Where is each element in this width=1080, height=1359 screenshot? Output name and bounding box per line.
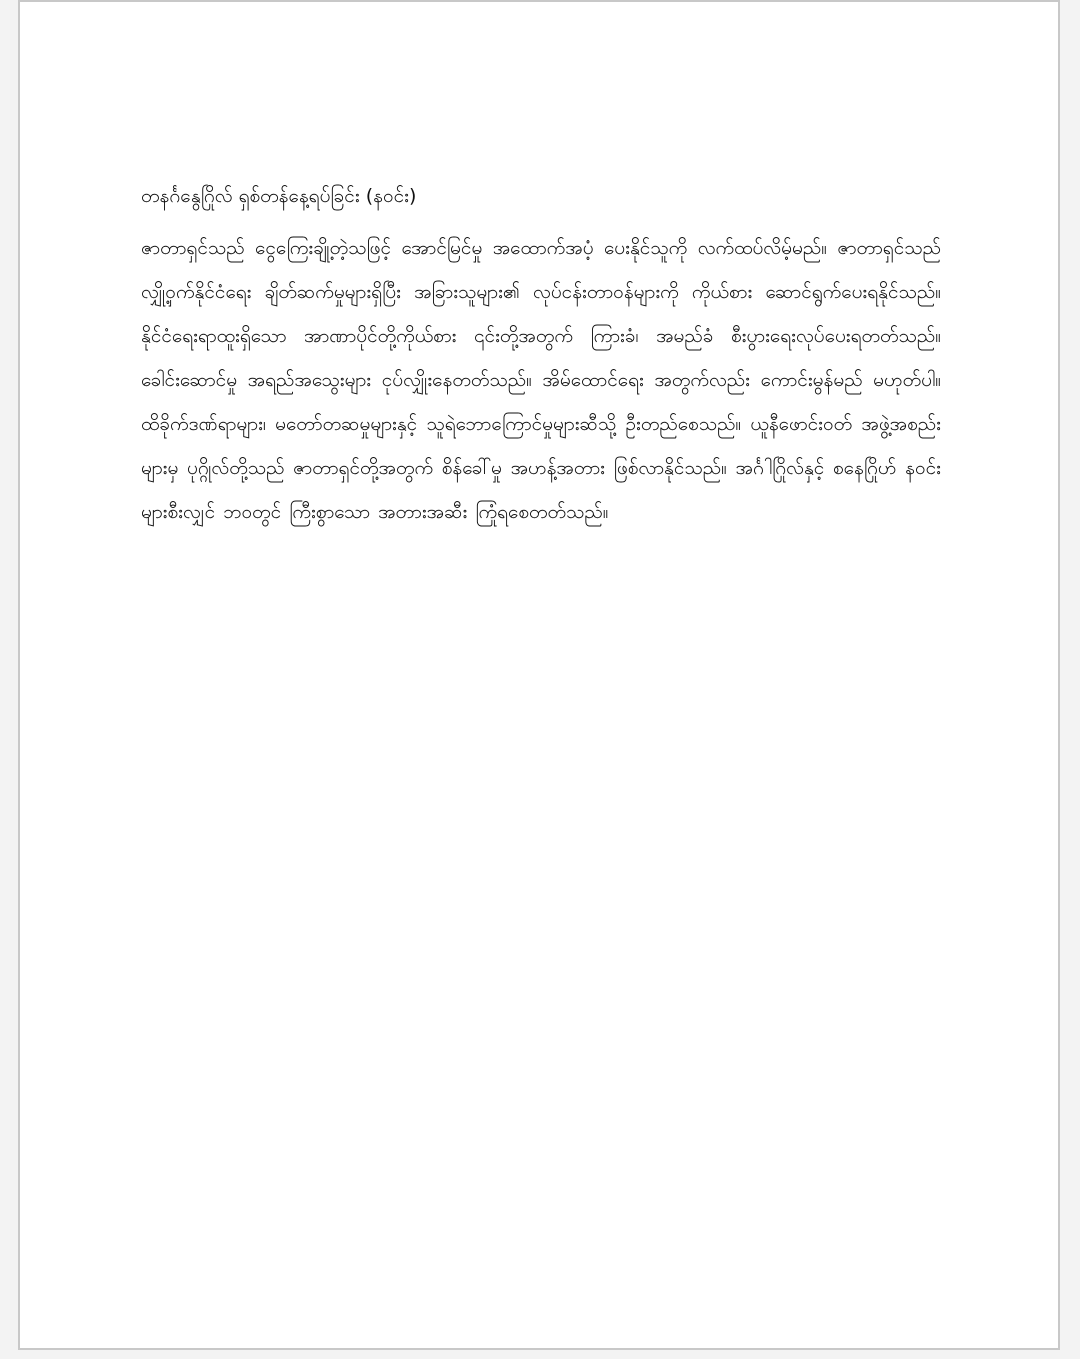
document-title: တနင်္ဂနွေဂြိုလ် ရှစ်တန်နေ့ရပ်ခြင်း (နဝင်း) [141,185,417,207]
document-paragraph: ဇာတာရှင်သည် ငွေကြေးချို့တဲ့သဖြင့် အောင်မြင်မှု အထောက်အပံ့ ပေးနိုင်သူကို လက်ထပ်လိမ့်မည်။ ဇာတာရှင်သည် လျှို့ဝှက်နိုင်ငံရေး ချိတ်ဆက်မှုများရှိပြီး အခြားသူများ၏ လုပ်ငန်းတာဝန်များကို ကိုယ်စား ဆောင်ရွက်ပေးရနိုင်သည်။ နိုင်ငံရေးရာထူးရှိသော အာဏာပိုင်တို့ကိုယ်စား ၎င်းတို့အတွက် ကြားခံ၊ အမည်ခံ စီးပွားရေးလုပ်ပေးရတတ်သည်။ ခေါင်းဆောင်မှု အရည်အသွေးများ ငုပ်လျှိုးနေတတ်သည်။ အိမ်ထောင်ရေး အတွက်လည်း ကောင်းမွန်မည် မဟုတ်ပါ။ ထိခိုက်ဒဏ်ရာများ၊ မတော်တဆမှုများနှင့် သူရဲဘောကြောင်မှုများဆီသို့ ဦးတည်စေသည်။ ယူနီဖောင်းဝတ် အဖွဲ့အစည်းများမှ ပုဂ္ဂိုလ်တို့သည် ဇာတာရှင်တို့အတွက် စိန်ခေါ်မှု အဟန့်အတား ဖြစ်လာနိုင်သည်။ အင်္ဂါဂြိုလ်နှင့် စနေဂြိုဟ် နဝင်းများစီးလျှင် ဘဝတွင် ကြီးစွာသော အတားအဆီး ကြုံရစေတတ်သည်။ [141,237,941,523]
document-page [18,0,1060,1350]
document-content [141,174,941,534]
